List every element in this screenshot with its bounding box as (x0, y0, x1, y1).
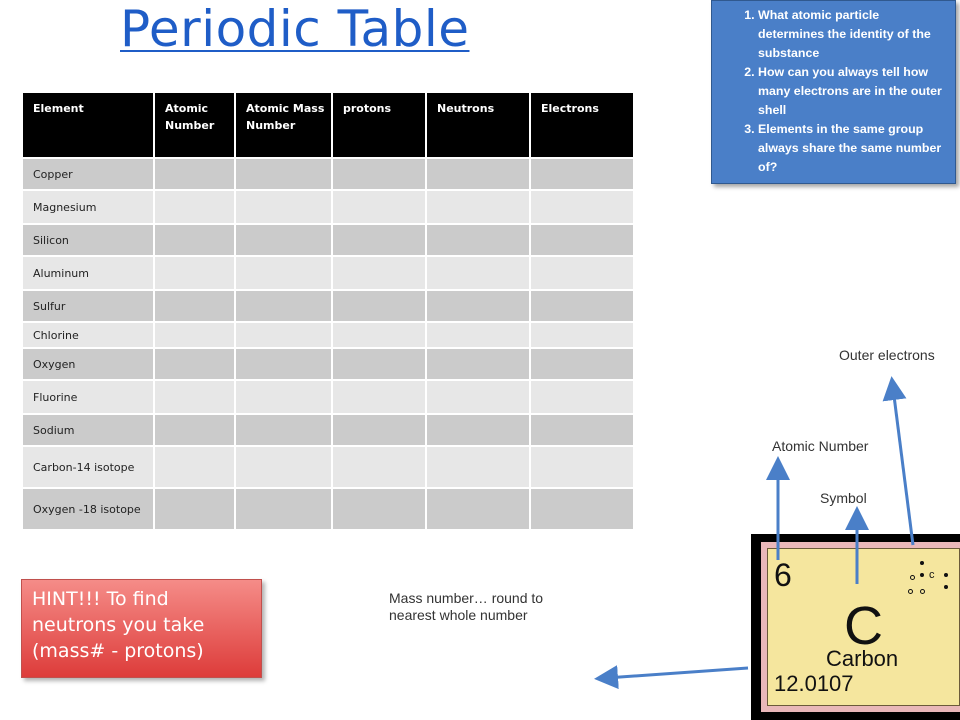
answer-cell[interactable] (235, 158, 332, 190)
answer-cell[interactable] (530, 414, 634, 446)
answer-cell[interactable] (426, 224, 530, 256)
answer-cell[interactable] (235, 446, 332, 488)
element-tile-card (767, 548, 960, 706)
answer-cell[interactable] (235, 224, 332, 256)
table-row (22, 190, 634, 224)
electron-dot (920, 573, 924, 577)
header-element: Element (22, 92, 154, 158)
hint-box: HINT!!! To find neutrons you take (mass# - protons) (21, 579, 262, 678)
header-protons: protons (332, 92, 426, 158)
tile-electron-symbol: c (929, 569, 935, 581)
answer-cell[interactable] (530, 348, 634, 380)
answer-cell[interactable] (235, 414, 332, 446)
element-name-cell: Fluorine (22, 380, 154, 414)
element-name-cell: Carbon-14 isotope (22, 446, 154, 488)
tile-symbol: C (844, 596, 883, 656)
answer-cell[interactable] (426, 380, 530, 414)
electron-open-dot (920, 589, 925, 594)
header-neutrons: Neutrons (426, 92, 530, 158)
answer-cell[interactable] (332, 488, 426, 530)
table-row (22, 488, 634, 530)
answer-cell[interactable] (235, 380, 332, 414)
table-row (22, 290, 634, 322)
question-item: 2. How can you always tell how many electrons are in the outer shell (758, 63, 947, 120)
answer-cell[interactable] (154, 256, 235, 290)
answer-cell[interactable] (426, 158, 530, 190)
questions-box (711, 0, 956, 184)
element-table (21, 91, 635, 531)
answer-cell[interactable] (154, 224, 235, 256)
answer-cell[interactable] (235, 290, 332, 322)
answer-cell[interactable] (235, 322, 332, 348)
element-name-cell: Chlorine (22, 322, 154, 348)
table-row (22, 414, 634, 446)
tile-mass: 12.0107 (774, 671, 854, 696)
table-row (22, 380, 634, 414)
answer-cell[interactable] (426, 446, 530, 488)
answer-cell[interactable] (530, 322, 634, 348)
answer-cell[interactable] (332, 348, 426, 380)
page-title[interactable]: Periodic Table (120, 0, 470, 58)
element-name-cell: Sulfur (22, 290, 154, 322)
answer-cell[interactable] (530, 158, 634, 190)
answer-cell[interactable] (154, 290, 235, 322)
table-row (22, 322, 634, 348)
header-atomic-mass-number: Atomic Mass Number (235, 92, 332, 158)
element-name-cell: Aluminum (22, 256, 154, 290)
answer-cell[interactable] (332, 380, 426, 414)
element-tile (751, 534, 960, 720)
element-name-cell: Magnesium (22, 190, 154, 224)
table-row (22, 224, 634, 256)
answer-cell[interactable] (154, 322, 235, 348)
table-row (22, 348, 634, 380)
electron-open-dot (910, 575, 915, 580)
arrow-mass-number (606, 668, 748, 678)
answer-cell[interactable] (235, 348, 332, 380)
answer-cell[interactable] (426, 348, 530, 380)
element-name-cell: Sodium (22, 414, 154, 446)
element-name-cell: Oxygen (22, 348, 154, 380)
answer-cell[interactable] (332, 224, 426, 256)
electron-dot (920, 561, 924, 565)
tile-name: Carbon (826, 646, 899, 671)
electron-open-dot (908, 589, 913, 594)
answer-cell[interactable] (530, 224, 634, 256)
answer-cell[interactable] (154, 414, 235, 446)
answer-cell[interactable] (332, 414, 426, 446)
element-name-cell: Oxygen -18 isotope (22, 488, 154, 530)
answer-cell[interactable] (426, 414, 530, 446)
answer-cell[interactable] (426, 290, 530, 322)
answer-cell[interactable] (332, 190, 426, 224)
answer-cell[interactable] (332, 256, 426, 290)
answer-cell[interactable] (530, 256, 634, 290)
answer-cell[interactable] (235, 256, 332, 290)
answer-cell[interactable] (426, 190, 530, 224)
question-item: 1. What atomic particle determines the identity of the substance (758, 6, 947, 63)
electron-dot (944, 573, 948, 577)
answer-cell[interactable] (154, 158, 235, 190)
header-atomic-number: Atomic Number (154, 92, 235, 158)
table-header-row (22, 92, 634, 158)
answer-cell[interactable] (530, 290, 634, 322)
header-electrons: Electrons (530, 92, 634, 158)
answer-cell[interactable] (426, 322, 530, 348)
symbol-label: Symbol (820, 490, 867, 506)
table-row (22, 256, 634, 290)
outer-electrons-label: Outer electrons (839, 347, 935, 363)
mass-number-label: Mass number… round to nearest whole number (389, 590, 544, 623)
atomic-number-label: Atomic Number (772, 438, 869, 454)
answer-cell[interactable] (154, 348, 235, 380)
element-name-cell: Silicon (22, 224, 154, 256)
answer-cell[interactable] (530, 190, 634, 224)
answer-cell[interactable] (332, 290, 426, 322)
answer-cell[interactable] (426, 256, 530, 290)
arrow-outer-electrons (893, 388, 913, 545)
answer-cell[interactable] (426, 488, 530, 530)
questions-list (712, 6, 947, 177)
answer-cell[interactable] (154, 380, 235, 414)
answer-cell[interactable] (154, 446, 235, 488)
answer-cell[interactable] (332, 446, 426, 488)
answer-cell[interactable] (235, 488, 332, 530)
answer-cell[interactable] (332, 158, 426, 190)
answer-cell[interactable] (154, 488, 235, 530)
answer-cell[interactable] (235, 190, 332, 224)
electron-dot (944, 585, 948, 589)
question-item: 3. Elements in the same group always share the same number of? (758, 120, 947, 177)
table-row (22, 446, 634, 488)
answer-cell[interactable] (530, 380, 634, 414)
element-name-cell: Copper (22, 158, 154, 190)
answer-cell[interactable] (530, 446, 634, 488)
answer-cell[interactable] (530, 488, 634, 530)
answer-cell[interactable] (332, 322, 426, 348)
table-row (22, 158, 634, 190)
tile-atomic-number: 6 (774, 557, 792, 593)
element-tile-border (761, 542, 960, 712)
answer-cell[interactable] (154, 190, 235, 224)
